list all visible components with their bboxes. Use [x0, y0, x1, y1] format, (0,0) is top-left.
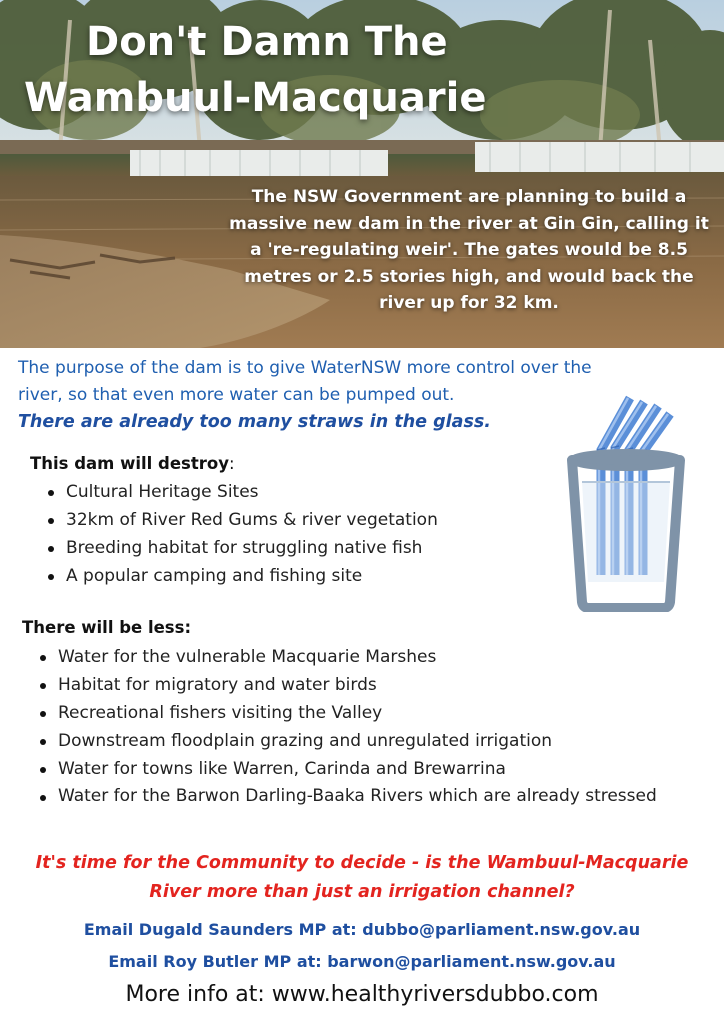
list-item: A popular camping and fishing site — [40, 562, 560, 590]
destroy-heading — [30, 454, 235, 473]
list-item: 32km of River Red Gums & river vegetation — [40, 506, 560, 534]
title-line-2: Wambuul-Macquarie — [24, 75, 487, 121]
purpose-paragraph: The purpose of the dam is to give WaterNSW more control over the river, so that even more water can be pumped out. — [18, 358, 592, 405]
call-to-action: It's time for the Community to decide - is the Wambuul-Macquarie River more than just an irrigation channel? — [35, 853, 689, 902]
list-item: Cultural Heritage Sites — [40, 478, 560, 506]
email-saunders[interactable]: Email Dugald Saunders MP at: dubbo@parliament.nsw.gov.au — [83, 920, 641, 939]
destroy-heading-colon: : — [229, 454, 235, 473]
less-heading: There will be less: — [22, 618, 192, 637]
list-item: Water for the Barwon Darling-Baaka Rivers which are already stressed — [32, 783, 672, 809]
title-line-1: Don't Damn The — [86, 19, 448, 65]
destroy-heading-text: This dam will destroy — [30, 454, 229, 473]
list-item: Habitat for migratory and water birds — [32, 671, 672, 699]
hero-banner — [0, 0, 724, 348]
straws-tagline: There are already too many straws in the glass. — [18, 412, 491, 432]
list-item: Breeding habitat for struggling native fish — [40, 534, 560, 562]
list-item: Recreational fishers visiting the Valley — [32, 699, 672, 727]
email-butler[interactable]: Email Roy Butler MP at: barwon@parliament.nsw.gov.au — [108, 952, 616, 971]
page-title — [24, 14, 584, 126]
glass-with-straws-icon — [566, 390, 686, 612]
less-list — [32, 643, 672, 809]
intro-paragraph: The NSW Government are planning to build a massive new dam in the river at Gin Gin, calling it a 're-regulating weir'. The gates would be 8.5 metres or 2.5 stories high, and would back the river up for 32 km. — [229, 187, 709, 313]
list-item: Water for towns like Warren, Carinda and Brewarrina — [32, 755, 672, 783]
list-item: Water for the vulnerable Macquarie Marshes — [32, 643, 672, 671]
more-info-link[interactable]: More info at: www.healthyriversdubbo.com — [125, 982, 599, 1007]
list-item: Downstream floodplain grazing and unregulated irrigation — [32, 727, 672, 755]
destroy-list — [40, 478, 560, 590]
